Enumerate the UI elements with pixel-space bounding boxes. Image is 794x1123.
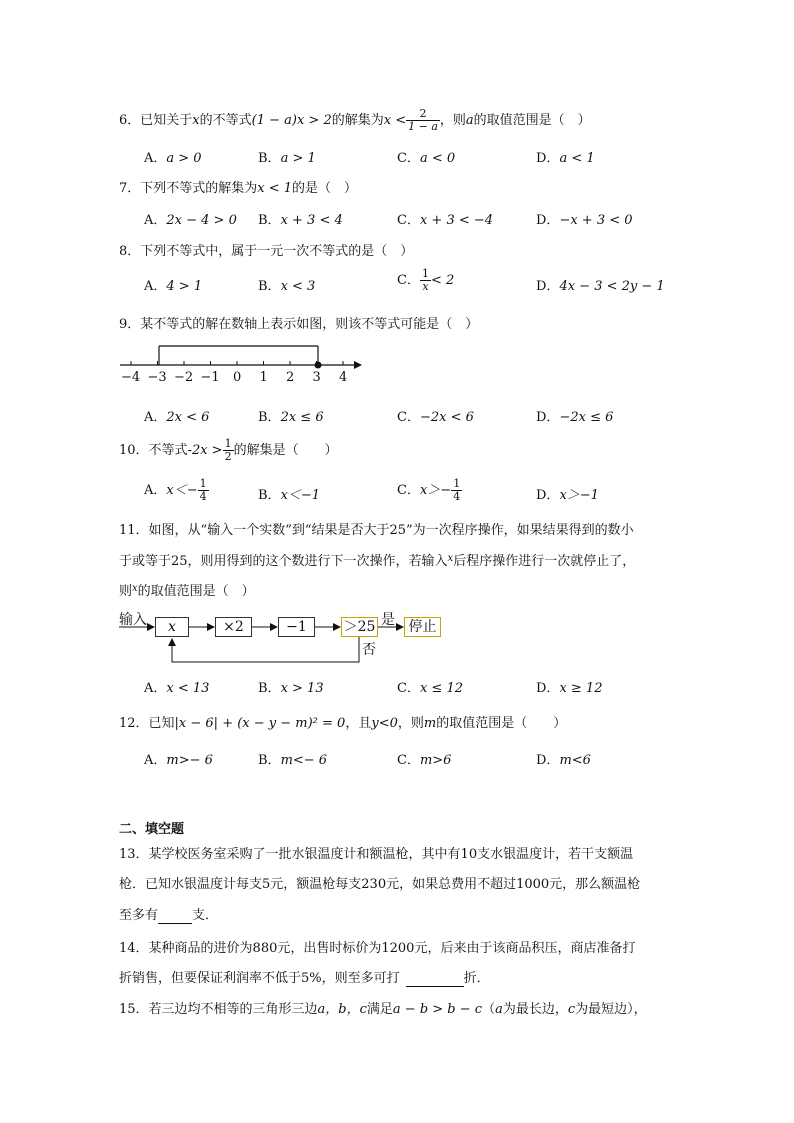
q12-equation: |x − 6| + (x − y − m)² = 0 (174, 716, 346, 731)
q11-option-c[interactable]: C．x ≤ 12 (397, 681, 463, 696)
q6-text: 的解集为 (331, 113, 384, 128)
q10-inequality: -2x > (187, 443, 223, 458)
q6-var-a: a (465, 113, 474, 128)
q6-inequality: (1 − a)x > 2 (251, 113, 332, 128)
q8-option-b[interactable]: B．x < 3 (258, 279, 316, 294)
q6-text: 6．已知关于 (119, 113, 193, 128)
q10-option-b[interactable]: B．x＜−1 (258, 488, 321, 503)
question-13-line-3: 至多有 支． (119, 908, 219, 923)
flow-box-subtract: −1 (278, 617, 315, 637)
flow-box-stop: 停止 (404, 617, 441, 637)
number-line-tick-label: −2 (174, 370, 194, 385)
number-line-tick-label: −1 (200, 370, 220, 385)
q6-solution-fraction: $\frac{2}{1 - a}$ (408, 107, 438, 133)
flow-box-multiply: ×2 (215, 617, 252, 637)
q6-option-b[interactable]: B．a > 1 (258, 151, 316, 166)
flow-input-label: 输入 (119, 612, 147, 628)
number-line-tick-label: −4 (121, 370, 141, 385)
question-11-line-2: 于或等于25，则用得到的这个数进行下一次操作，若输入$^x$后程序操作进行一次就停止了， (119, 553, 636, 569)
q6-option-c[interactable]: C．a < 0 (397, 151, 456, 166)
q7-option-d[interactable]: D．−x + 3 < 0 (536, 213, 633, 228)
question-15-line-1: 15．若三边均不相等的三角形三边a，b，c满足a − b > b − c（a为最长边，c为最短边）， (119, 1002, 647, 1017)
question-13-line-1: 13．某学校医务室采购了一批水银温度计和额温枪，其中有10支水银温度计，若干支额温 (119, 847, 634, 862)
q7-option-a[interactable]: A．2x − 4 > 0 (144, 213, 237, 228)
question-9-stem: 9．某不等式的解在数轴上表示如图，则该不等式可能是（ ） (119, 317, 479, 332)
q12-option-d[interactable]: D．m<6 (536, 753, 591, 768)
q8-option-c[interactable]: C． $\frac{1}{x}$ < 2 (397, 267, 455, 293)
q6-solution-lhs: x < (383, 113, 407, 128)
question-11-line-1: 11．如图，从“输入一个实数”到“结果是否大于25”为一次程序操作，如果结果得到的数小 (119, 523, 634, 538)
number-line-tick-label: 3 (312, 370, 321, 385)
flow-box-compare: ＞25 (341, 617, 378, 637)
q6-text: ，则 (439, 113, 466, 128)
question-12-stem: 12．已知|x − 6| + (x − y − m)² = 0，且y<0，则m的取值范围是（ ） (119, 716, 567, 731)
q10-option-d[interactable]: D．x＞−1 (536, 488, 599, 503)
q13-answer-blank[interactable] (158, 908, 192, 924)
q10-option-c[interactable]: C．x＞− $\frac{1}{4}$ (397, 477, 461, 503)
q11-option-a[interactable]: A．x < 13 (144, 681, 210, 696)
q9-option-c[interactable]: C．−2x < 6 (397, 410, 474, 425)
q11-option-b[interactable]: B．x > 13 (258, 681, 324, 696)
question-13-line-2: 枪．已知水银温度计每支5元，额温枪每支230元，如果总费用不超过1000元，那么额温枪 (119, 877, 641, 892)
question-10-stem: 10．不等式-2x > $\frac{1}{2}$ 的解集是（ ） (119, 437, 338, 463)
q12-option-a[interactable]: A．m>− 6 (144, 753, 213, 768)
q9-option-d[interactable]: D．−2x ≤ 6 (536, 410, 614, 425)
q11-option-d[interactable]: D．x ≥ 12 (536, 681, 603, 696)
flow-box-x: x (155, 617, 189, 637)
number-line-tick-label: 2 (286, 370, 295, 385)
question-7-stem: 7．下列不等式的解集为x < 1的是（ ） (119, 181, 358, 196)
question-14-line-1: 14．某种商品的进价为880元，出售时标价为1200元，后来由于该商品积压，商店准备打 (119, 941, 636, 956)
number-line-tick-label: −3 (147, 370, 167, 385)
question-11-line-3: 则$^x$的取值范围是（ ） (119, 583, 255, 599)
number-line-tick-label: 1 (259, 370, 268, 385)
q6-option-a[interactable]: A．a > 0 (144, 151, 202, 166)
q9-option-a[interactable]: A．2x < 6 (144, 410, 210, 425)
q6-var-x: x (192, 113, 200, 128)
q10-option-a[interactable]: A．x＜− $\frac{1}{4}$ (144, 477, 207, 503)
q6-option-d[interactable]: D．a < 1 (536, 151, 595, 166)
q8-option-a[interactable]: A．4 > 1 (144, 279, 203, 294)
q7-solution: x < 1 (257, 181, 293, 196)
number-line-tick-label: 4 (339, 370, 348, 385)
question-8-stem: 8．下列不等式中，属于一元一次不等式的是（ ） (119, 244, 414, 259)
q12-option-c[interactable]: C．m>6 (397, 753, 452, 768)
q7-option-b[interactable]: B．x + 3 < 4 (258, 213, 343, 228)
flow-yes-label: 是 (381, 612, 395, 628)
q12-option-b[interactable]: B．m<− 6 (258, 753, 328, 768)
section-2-heading: 二、填空题 (119, 822, 185, 837)
q8-option-d[interactable]: D．4x − 3 < 2y − 1 (536, 279, 665, 294)
q7-option-c[interactable]: C．x + 3 < −4 (397, 213, 494, 228)
q6-text: 的不等式 (199, 113, 252, 128)
number-line-tick-label: 0 (233, 370, 242, 385)
q9-option-b[interactable]: B．2x ≤ 6 (258, 410, 324, 425)
arrow-loop-back (172, 637, 359, 662)
q14-answer-blank[interactable] (406, 971, 464, 987)
question-14-line-2: 折销售，但要保证利润率不低于5%，则至多可打 折． (119, 971, 490, 986)
q6-text: 的取值范围是（ ） (473, 113, 591, 128)
flow-no-label: 否 (362, 642, 376, 658)
